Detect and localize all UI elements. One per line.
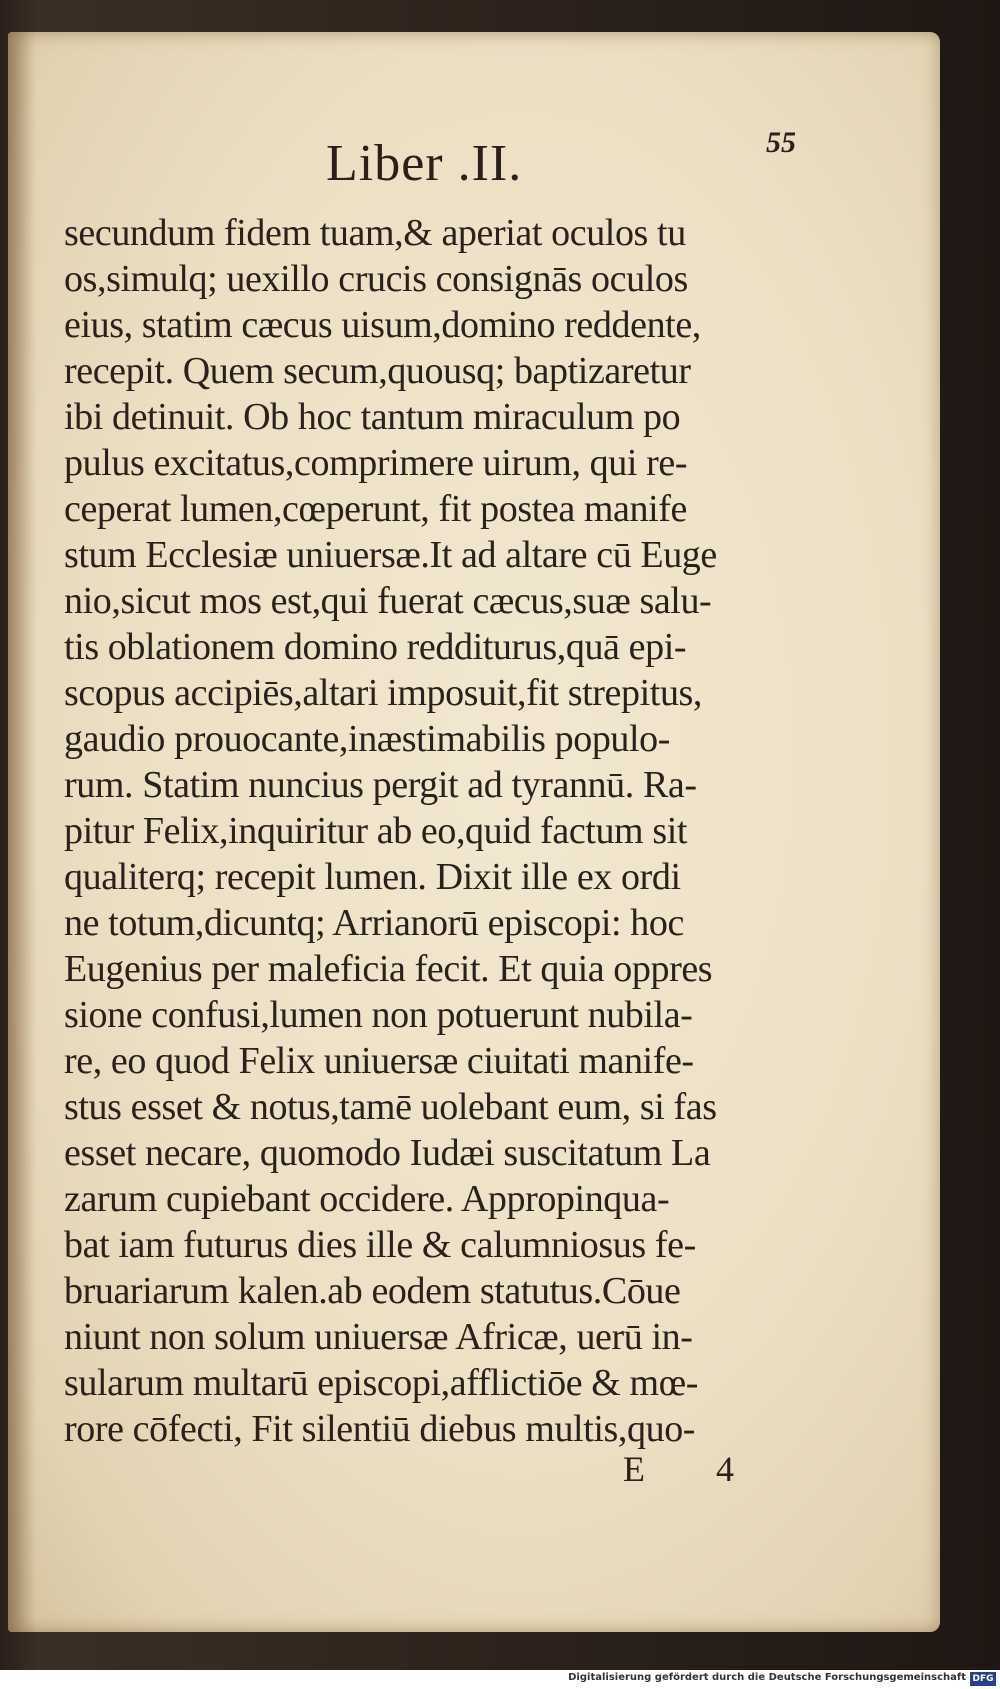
text-line: recepit. Quem secum,quousq; baptizaretur [64, 350, 691, 392]
text-line: Eugenius per maleficia fecit. Et quia oppres [64, 948, 713, 990]
text-line: bat iam futurus dies ille & calumniosus fe- [64, 1224, 696, 1266]
text-line: zarum cupiebant occidere. Appropinqua- [64, 1178, 670, 1220]
footer-credit: Digitalisierung gefördert durch die Deutsche Forschungsgemeinschaft [568, 1672, 966, 1683]
text-line: esset necare, quomodo Iudæi suscitatum La [64, 1132, 711, 1174]
text-line: niunt non solum uniuersæ Africæ, uerū in- [64, 1316, 693, 1358]
text-line: eius, statim cæcus uisum,domino reddente, [64, 304, 701, 346]
text-line: gaudio prouocante,inæstimabilis populo- [64, 718, 671, 760]
dfg-logo-icon: DFG [970, 1672, 996, 1686]
text-line: scopus accipiēs,altari imposuit,fit strepitus, [64, 672, 703, 714]
text-line: sione confusi,lumen non potuerunt nubila- [64, 994, 693, 1036]
text-line: bruariarum kalen.ab eodem statutus.Cōue [64, 1270, 681, 1312]
text-line: qualiterq; recepit lumen. Dixit ille ex ordi [64, 856, 681, 898]
signature-mark: E [623, 1449, 645, 1489]
text-line: rore cōfecti, Fit silentiū diebus multis,quo- [64, 1408, 696, 1450]
text-line: ibi detinuit. Ob hoc tantum miraculum po [64, 396, 681, 438]
folio-number: 55 [766, 126, 796, 159]
text-line: os,simulq; uexillo crucis consignās oculos [64, 258, 688, 300]
running-head-title: Liber .II. [326, 135, 523, 192]
text-line: sularum multarū episcopi,afflictiōe & mœ- [64, 1362, 699, 1404]
text-line: tis oblationem domino redditurus,quā epi- [64, 626, 687, 668]
text-line: re, eo quod Felix uniuersæ ciuitati manife- [64, 1040, 694, 1082]
running-head [8, 116, 940, 206]
digitization-footer [0, 1670, 1000, 1689]
text-line: ne totum,dicuntq; Arrianorū episcopi: hoc [64, 902, 684, 944]
text-line: stus esset & notus,tamē uolebant eum, si fas [64, 1086, 717, 1128]
signature-number: 4 [716, 1449, 734, 1489]
text-line: rum. Statim nuncius pergit ad tyrannū. Ra- [64, 764, 697, 806]
text-line: nio,sicut mos est,qui fuerat cæcus,suæ salu- [64, 580, 712, 622]
text-line: pitur Felix,inquiritur ab eo,quid factum sit [64, 810, 688, 852]
text-line: pulus excitatus,comprimere uirum, qui re- [64, 442, 688, 484]
book-page [8, 32, 940, 1632]
text-block [64, 210, 844, 1452]
text-line: ceperat lumen,cœperunt, fit postea manife [64, 488, 687, 530]
text-line: secundum fidem tuam,& aperiat oculos tu [64, 212, 686, 254]
page-gutter-shadow [8, 32, 36, 1632]
text-line: stum Ecclesiæ uniuersæ.It ad altare cū Euge [64, 534, 717, 576]
